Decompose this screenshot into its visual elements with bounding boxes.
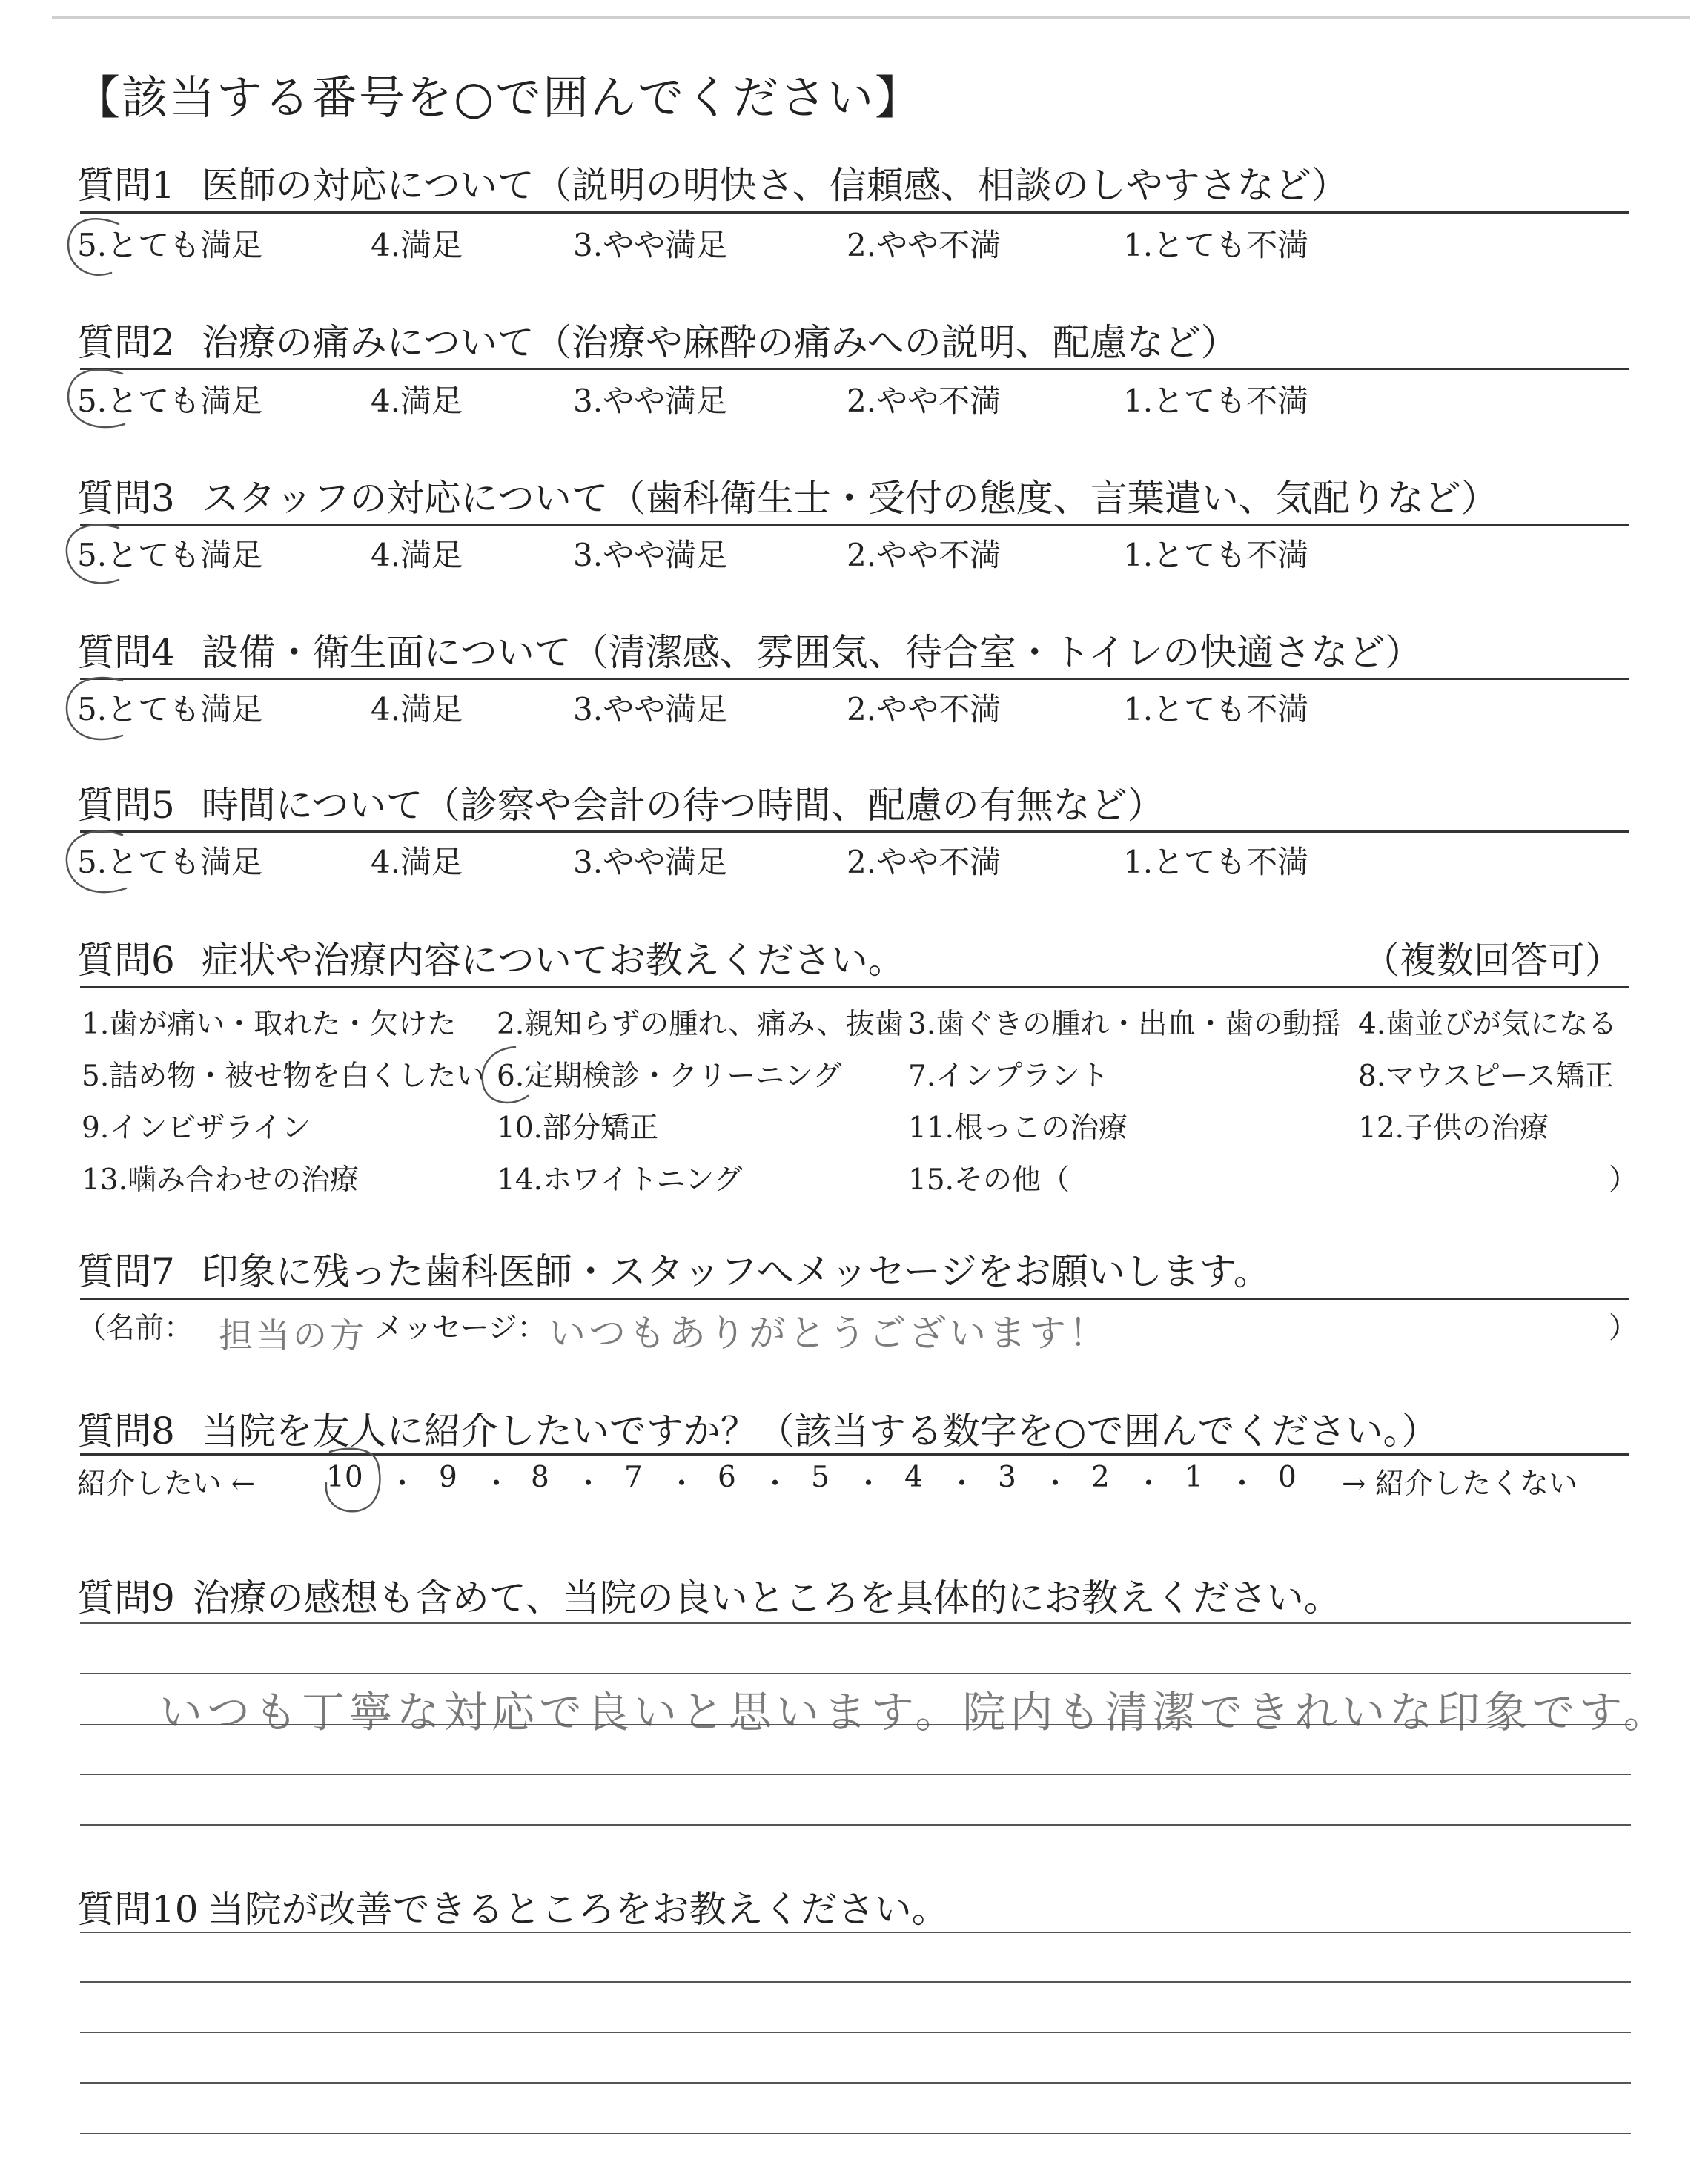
q7-name-label: （名前： [77,1312,193,1345]
q8-score-4[interactable]: 4 [904,1461,923,1494]
q1-opt-3[interactable]: 3.やや満足 [573,227,728,263]
q2-opt-2[interactable]: 2.やや不満 [847,383,1002,419]
q8-score-2[interactable]: 2 [1091,1461,1110,1494]
q8-score-7[interactable]: 7 [624,1461,643,1494]
q1-opt-4[interactable]: 4.満足 [371,227,463,263]
q10-line-3 [80,2032,1631,2033]
q9-heading [77,1568,1341,1622]
q7-name-value[interactable]: 担当の方 [219,1315,367,1355]
q8-score-9[interactable]: 9 [439,1461,457,1494]
q7-message-value[interactable]: いつもありがとうございます！ [549,1312,1109,1355]
q9-line-4 [80,1774,1631,1775]
q6-opt-8[interactable]: 8.マウスピース矯正 [1358,1060,1614,1093]
q2-opt-1[interactable]: 1.とても不満 [1123,383,1309,419]
q3-opt-4[interactable]: 4.満足 [371,537,463,573]
q6-opt-10[interactable]: 10.部分矯正 [497,1112,659,1145]
q2-label: 質問2 [77,321,175,364]
q7-heading [77,1242,1271,1295]
q6-other-close-paren: ） [1609,1163,1638,1197]
q3-rule [80,524,1629,526]
q10-line-5 [80,2133,1631,2134]
q9-line-1 [80,1622,1631,1624]
page-title: 【該当する番号を○で囲んでください】 [74,70,923,125]
q5-opt-4[interactable]: 4.満足 [371,844,463,880]
q4-opt-5[interactable]: 5.とても満足 [77,691,263,727]
q2-opt-3[interactable]: 3.やや満足 [573,383,728,419]
q8-right-label: → 紹介したくない [1342,1467,1578,1501]
q2-opt-4[interactable]: 4.満足 [371,383,463,419]
q1-opt-5[interactable]: 5.とても満足 [77,227,263,263]
q8-sep-6: ・ [854,1467,884,1501]
q6-opt-5[interactable]: 5.詰め物・被せ物を白くしたい [82,1060,486,1093]
q1-label: 質問1 [77,164,175,207]
q6-opt-2[interactable]: 2.親知らずの腫れ、痛み、抜歯 [497,1008,904,1041]
q9-answer[interactable]: いつも丁寧な対応で良いと思います。院内も清潔できれいな印象です。 [159,1687,1671,1737]
q10-line-1 [80,1932,1631,1933]
q5-rule [80,830,1629,833]
q8-score-1[interactable]: 1 [1185,1461,1203,1494]
q3-opt-1[interactable]: 1.とても不満 [1123,537,1309,573]
q3-opt-3[interactable]: 3.やや満足 [573,537,728,573]
q8-score-3[interactable]: 3 [998,1461,1016,1494]
q10-line-4 [80,2082,1631,2084]
q6-opt-3[interactable]: 3.歯ぐきの腫れ・出血・歯の動揺 [908,1008,1341,1041]
q10-heading [77,1880,949,1933]
q8-score-6[interactable]: 6 [718,1461,736,1494]
q7-text: 印象に残った歯科医師・スタッフへメッセージをお願いします。 [201,1250,1271,1293]
q8-score-0[interactable]: 0 [1278,1461,1297,1494]
q8-text: 当院を友人に紹介したいですか？（該当する数字を○で囲んでください。） [201,1410,1439,1453]
q4-label: 質問4 [77,631,175,674]
q8-sep-5: ・ [761,1467,790,1501]
q8-score-5[interactable]: 5 [811,1461,830,1494]
q5-opt-5[interactable]: 5.とても満足 [77,844,263,880]
q3-opt-5[interactable]: 5.とても満足 [77,537,263,573]
q6-opt-7[interactable]: 7.インプラント [908,1060,1110,1093]
q7-label: 質問7 [77,1250,175,1293]
q10-line-2 [80,1981,1631,1983]
q2-text: 治療の痛みについて（治療や麻酔の痛みへの説明、配慮など） [201,321,1238,364]
q6-opt-4[interactable]: 4.歯並びが気になる [1358,1008,1618,1041]
q6-opt-12[interactable]: 12.子供の治療 [1358,1112,1549,1145]
q8-score-10[interactable]: 10 [326,1461,363,1494]
q8-sep-1: ・ [388,1467,417,1501]
q8-sep-9: ・ [1134,1467,1164,1501]
q4-opt-2[interactable]: 2.やや不満 [847,691,1002,727]
q4-opt-3[interactable]: 3.やや満足 [573,691,728,727]
q6-note: （複数回答可） [1363,939,1622,982]
q8-sep-8: ・ [1041,1467,1070,1501]
q6-opt-1[interactable]: 1.歯が痛い・取れた・欠けた [82,1008,457,1041]
q8-sep-7: ・ [947,1467,977,1501]
top-edge-line [52,16,1690,19]
q8-heading [77,1401,1438,1455]
q8-rule [80,1453,1629,1456]
q5-heading [77,776,1165,829]
q6-opt-14[interactable]: 14.ホワイトニング [497,1163,743,1197]
q1-opt-1[interactable]: 1.とても不満 [1123,227,1309,263]
q7-close-paren: ） [1609,1312,1638,1345]
q1-rule [80,211,1629,214]
q9-line-5 [80,1824,1631,1826]
q4-opt-1[interactable]: 1.とても不満 [1123,691,1309,727]
q6-opt-13[interactable]: 13.噛み合わせの治療 [82,1163,360,1197]
q8-sep-3: ・ [574,1467,603,1501]
q6-opt-6[interactable]: 6.定期検診・クリーニング [497,1060,842,1093]
q8-label: 質問8 [77,1410,175,1453]
q1-text: 医師の対応について（説明の明快さ、信頼感、相談のしやすさなど） [201,164,1348,207]
q5-opt-1[interactable]: 1.とても不満 [1123,844,1309,880]
q4-rule [80,678,1629,680]
q9-label: 質問9 [77,1576,175,1619]
q8-sep-2: ・ [482,1467,512,1501]
q7-rule [80,1298,1629,1300]
q1-heading [77,156,1348,209]
q6-opt-15[interactable]: 15.その他（ [908,1163,1070,1197]
q8-score-8[interactable]: 8 [531,1461,549,1494]
q6-rule [80,986,1629,988]
q5-label: 質問5 [77,784,175,827]
q5-opt-3[interactable]: 3.やや満足 [573,844,728,880]
q8-left-label: 紹介したい ← [77,1467,256,1501]
q6-text: 症状や治療内容についてお教えください。 [201,939,905,982]
q2-opt-5[interactable]: 5.とても満足 [77,383,263,419]
q4-text: 設備・衛生面について（清潔感、雰囲気、待合室・トイレの快適さなど） [201,631,1423,674]
q6-opt-11[interactable]: 11.根っこの治療 [908,1112,1128,1145]
q2-rule [80,368,1629,370]
q4-opt-4[interactable]: 4.満足 [371,691,463,727]
q1-opt-2[interactable]: 2.やや不満 [847,227,1002,263]
q9-line-3 [80,1724,1631,1725]
q5-text: 時間について（診察や会計の待つ時間、配慮の有無など） [201,784,1165,827]
q5-opt-2[interactable]: 2.やや不満 [847,844,1002,880]
q10-text: 当院が改善できるところをお教えください。 [207,1888,949,1931]
q6-heading [77,931,905,984]
q3-text: スタッフの対応について（歯科衛生士・受付の態度、言葉遣い、気配りなど） [201,477,1498,520]
q4-heading [77,623,1422,676]
q6-label: 質問6 [77,939,175,982]
q8-sep-4: ・ [667,1467,697,1501]
q10-label: 質問10 [77,1888,199,1931]
q6-opt-9[interactable]: 9.インビザライン [82,1112,311,1145]
q9-line-2 [80,1673,1631,1674]
q3-heading [77,469,1498,522]
q3-opt-2[interactable]: 2.やや不満 [847,537,1002,573]
q3-label: 質問3 [77,477,175,520]
q9-text: 治療の感想も含めて、当院の良いところを具体的にお教えください。 [192,1576,1341,1619]
q7-message-label: メッセージ： [374,1312,546,1345]
q8-sep-10: ・ [1228,1467,1257,1501]
q2-heading [77,313,1238,366]
